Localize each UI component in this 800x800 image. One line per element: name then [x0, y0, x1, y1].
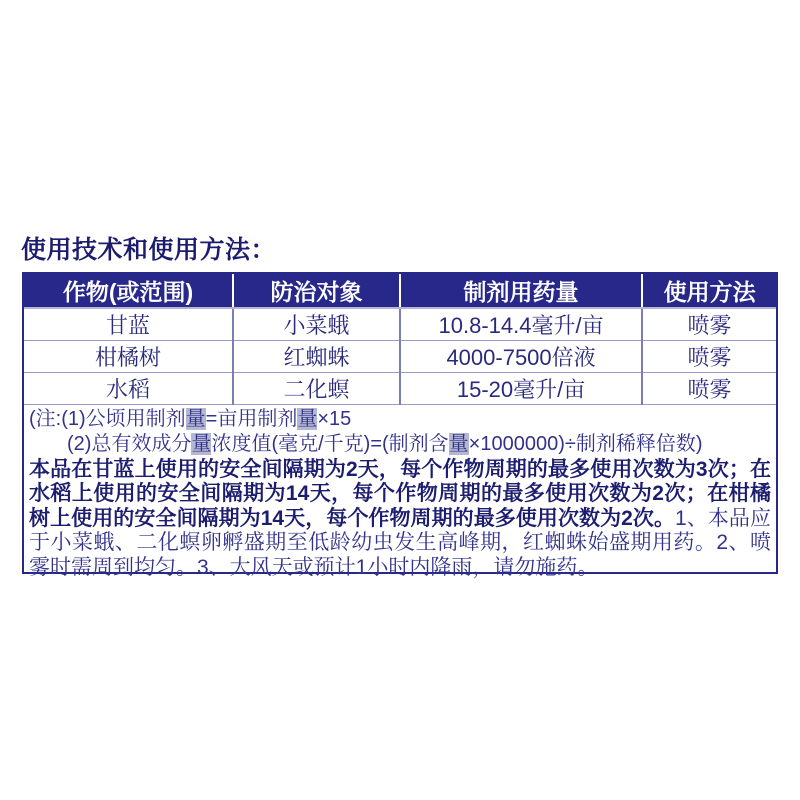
cell-method: 喷雾 [642, 373, 776, 405]
cell-target: 红蜘蛛 [233, 341, 400, 373]
page-title: 使用技术和使用方法： [21, 236, 277, 264]
cell-dosage: 4000-7500倍液 [400, 341, 642, 373]
note-line-2: (2)总有效成分量浓度值(毫克/千克)=(制剂含量×1000000)÷制剂稀释倍数) [67, 433, 703, 455]
cell-crop: 水稻 [24, 373, 233, 405]
header-method: 使用方法 [642, 274, 776, 308]
notes-section [24, 405, 776, 457]
cell-target: 小菜蛾 [233, 308, 400, 341]
cell-crop: 甘蓝 [106, 313, 151, 338]
cell-dosage: 15-20毫升/亩 [400, 373, 642, 405]
cell-dosage: 10.8-14.4毫升/亩 [400, 308, 642, 341]
safety-instructions [24, 457, 776, 580]
usage-box [22, 272, 778, 579]
cell-method: 喷雾 [642, 341, 776, 373]
application-tips-text: 1、本品应于小菜蛾、二化螟卵孵盛期至低龄幼虫发生高峰期，红蜘蛛始盛期用药。2、喷雾时需周到均匀。3、大风天或预计1小时内降雨，请勿施药。 [29, 506, 771, 579]
header-dosage: 制剂用药量 [400, 274, 642, 308]
cell-target: 二化螟 [233, 373, 400, 405]
table-header-row [24, 274, 776, 308]
table-row [24, 341, 776, 373]
cell-method: 喷雾 [642, 308, 776, 341]
header-crop: 作物(或范围) [24, 274, 233, 308]
header-target: 防治对象 [233, 274, 400, 308]
safety-interval-text: 本品在甘蓝上使用的安全间隔期为2天，每个作物周期的最多使用次数为3次；在水稻上使用的安全间隔期为14天，每个作物周期的最多使用次数为2次；在柑橘树上使用的安全间隔期为14天，每个作物周期的最多使用次数为2次。 [29, 458, 771, 530]
table-row [24, 308, 776, 341]
cell-crop: 柑橘树 [24, 341, 233, 373]
note-line-1: (注:(1)公顷用制剂量=亩用制剂量×15 [29, 408, 352, 430]
table-row [24, 373, 776, 405]
usage-table [24, 274, 776, 405]
